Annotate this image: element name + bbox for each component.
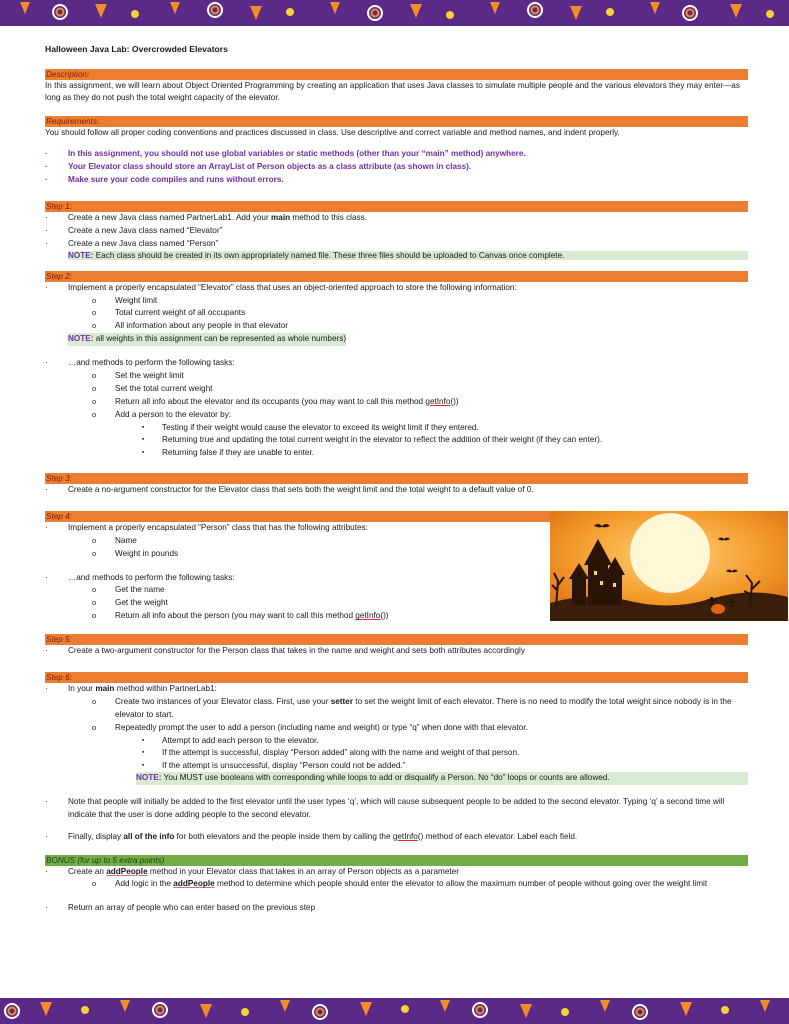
bonus-sub-item: o Add logic in the addPeople method to determine which people should enter the elevator to allow the maximum number of people without going over the weight limit (45, 878, 748, 891)
step6-section (45, 672, 748, 843)
document-title: Halloween Java Lab: Overcrowded Elevators (45, 44, 228, 54)
bonus-final-item: · Return an array of people who can enter based on the previous step (45, 902, 748, 915)
step6-sub-item: ▪ If the attempt is successful, display “Person added” along with the name and weight of that person. (45, 747, 748, 759)
step2-header: Step 2: (45, 271, 748, 282)
step2-method-item: o Set the total current weight (45, 383, 748, 396)
requirements-section (45, 116, 748, 187)
requirement-item: · Make sure your code compiles and runs without errors. (45, 174, 748, 187)
step6-sub-item: ▪ If the attempt is unsuccessful, display “Person could not be added.” (45, 760, 748, 772)
step3-header: Step 3: (45, 473, 748, 484)
step6-paragraph: · Finally, display all of the info for both elevators and the people inside them by calling the getInfo() method of each elevator. Label each field. (45, 831, 748, 844)
step4-intro: · Implement a properly encapsulated “Person” class that has the following attributes: (45, 522, 748, 535)
requirement-item: · Your Elevator class should store an ArrayList of Person objects as a class attribute (as shown in class). (45, 161, 748, 174)
step2-info-item: o Total current weight of all occupants (45, 307, 748, 320)
step1-item: · Create a new Java class named “Elevator” (45, 225, 748, 238)
step2-section (45, 271, 748, 459)
bonus-section (45, 855, 748, 916)
description-section (45, 69, 748, 105)
requirement-item: · In this assignment, you should not use global variables or static methods (other than your “main” method) anywhere. (45, 148, 748, 161)
step6-paragraph: · Note that people will initially be added to the first elevator until the user types ‘q’, which will cause subsequent people to be added to the second elevator. Typing ‘q’ a second time will indicate that the user is done adding people to the second elevator. (45, 796, 748, 822)
step1-item: · Create a new Java class named “Person” (45, 238, 748, 251)
step2-intro: · Implement a properly encapsulated “Elevator” class that uses an object-oriented approach to store the following information: (45, 282, 748, 295)
step2-method-item: o Return all info about the elevator and its occupants (you may want to call this method getInfo()) (45, 396, 748, 409)
step2-sub-item: ▪ Returning false if they are unable to enter. (45, 447, 748, 459)
step1-item: · Create a new Java class named PartnerLab1. Add your main method to this class. (45, 212, 748, 225)
step4-attribute-item: o Weight in pounds (45, 548, 748, 561)
step3-section (45, 473, 748, 497)
step6-item: o Create two instances of your Elevator class. First, use your setter to set the weight limit of each elevator. There is no need to modify the total weight since nobody is in the elevator to start. (45, 696, 748, 722)
top-candy-banner (0, 0, 789, 26)
bottom-candy-banner (0, 998, 789, 1024)
bonus-header: BONUS (for up to 5 extra points) (45, 855, 748, 866)
step6-header: Step 6: (45, 672, 748, 683)
step1-header: Step 1: (45, 201, 748, 212)
step2-info-item: o All information about any people in that elevator (45, 320, 748, 333)
step4-attribute-item: o Name (45, 535, 748, 548)
step4-methods-intro: · …and methods to perform the following tasks: (45, 572, 748, 585)
step4-method-item: o Get the name (45, 584, 748, 597)
step5-section (45, 634, 748, 658)
step1-note: NOTE: Each class should be created in its own appropriately named file. These three files should be uploaded to Canvas once complete. (45, 251, 748, 260)
step4-section (45, 511, 748, 623)
description-text: In this assignment, we will learn about Object Oriented Programming by creating an application that uses Java classes to simulate multiple people and the various elevators they may enter—as long as they do not push the total weight capacity of the elevator. (45, 81, 740, 103)
step6-note: NOTE: You MUST use booleans with corresponding while loops to add or disqualify a Person. No “do” loops or counts are allowed. (45, 772, 748, 785)
step2-method-item: o Set the weight limit (45, 370, 748, 383)
step4-header: Step 4: (45, 511, 748, 522)
document-page (45, 44, 748, 915)
step2-sub-item: ▪ Testing if their weight would cause the elevator to exceed its weight limit if they entered. (45, 422, 748, 434)
step4-method-item: o Return all info about the person (you may want to call this method getInfo()) (45, 610, 748, 623)
bonus-item: · Create an addPeople method in your Elevator class that takes in an array of Person objects as a parameter (45, 866, 748, 879)
step2-sub-item: ▪ Returning true and updating the total current weight in the elevator to reflect the addition of their weight (if they can enter). (45, 434, 748, 446)
step1-section (45, 201, 748, 260)
step3-item: · Create a no-argument constructor for the Elevator class that sets both the weight limit and the total weight to a default value of 0. (45, 484, 748, 497)
step2-methods-intro: · …and methods to perform the following tasks: (45, 357, 748, 370)
step2-method-item: o Add a person to the elevator by: (45, 409, 748, 422)
step2-info-item: o Weight limit (45, 295, 748, 308)
step2-note: NOTE: all weights in this assignment can be represented as whole numbers) (45, 333, 748, 346)
step4-method-item: o Get the weight (45, 597, 748, 610)
step5-header: Step 5: (45, 634, 748, 645)
step6-item: o Repeatedly prompt the user to add a person (including name and weight) or type “q” when done with that elevator. (45, 722, 748, 735)
description-header: Description: (45, 69, 748, 80)
step6-sub-item: ▪ Attempt to add each person to the elevator. (45, 735, 748, 747)
step5-item: · Create a two-argument constructor for the Person class that takes in the name and weight and sets both attributes accordingly (45, 645, 748, 658)
requirements-header: Requirements: (45, 116, 748, 127)
requirements-text: You should follow all proper coding conventions and practices discussed in class. Use descriptive and correct variable and method names, and indent properly. (45, 127, 620, 137)
step6-intro: · In your main method within PartnerLab1: (45, 683, 748, 696)
